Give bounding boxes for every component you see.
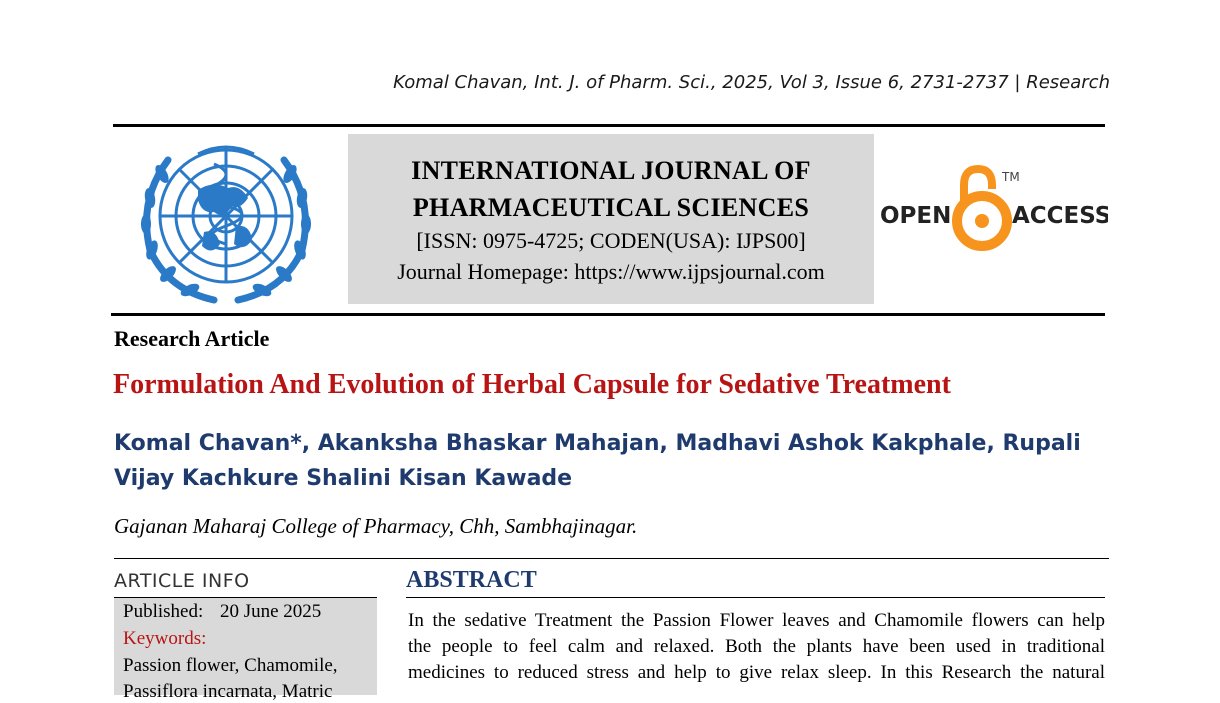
abstract-line3: medicines to reduced stress and help to give relax sleep. In this Research the natural [408, 662, 1105, 683]
abstract-rule [406, 597, 1105, 598]
open-access-word-access: ACCESS [1012, 203, 1108, 229]
section-rule [114, 558, 1109, 559]
open-access-word-open: OPEN [880, 203, 952, 229]
open-access-logo [880, 165, 1108, 251]
trademark-symbol: TM [1002, 170, 1020, 184]
journal-title-line2: PHARMACEUTICAL SCIENCES [412, 193, 810, 222]
authors-line1: Komal Chavan*, Akanksha Bhaskar Mahajan, Madhavi Ashok Kakphale, Rupali [114, 431, 1081, 456]
abstract-line2: the people to feel calm and relaxed. Both the plants have been used in traditional [408, 636, 1105, 657]
keywords-label: Keywords: [123, 628, 207, 649]
affiliation: Gajanan Maharaj College of Pharmacy, Chh, Sambhajinagar. [114, 514, 638, 538]
journal-masthead [348, 134, 874, 304]
article-info-box [114, 598, 377, 702]
emblem-icon [128, 140, 324, 306]
journal-title [348, 152, 874, 226]
authors-line2: Vijay Kachkure Shalini Kisan Kawade [114, 466, 573, 491]
abstract-text [408, 608, 1105, 686]
keywords-line2: Passiflora incarnata, Matric [123, 681, 333, 702]
author-list [114, 426, 1114, 496]
published-label: Published: [123, 601, 204, 622]
open-lock-icon [957, 169, 1007, 246]
abstract-line1: In the sedative Treatment the Passion Flower leaves and Chamomile flowers can help [408, 610, 1105, 631]
keywords-line1: Passion flower, Chamomile, [123, 655, 338, 676]
abstract-heading: ABSTRACT [406, 567, 537, 593]
published-row [123, 601, 321, 623]
issn-line: [ISSN: 0975-4725; CODEN(USA): IJPS00] [416, 228, 806, 253]
published-date: 20 June 2025 [219, 601, 322, 622]
citation-header: Komal Chavan, Int. J. of Pharm. Sci., 2025, Vol 3, Issue 6, 2731-2737 | Research [393, 72, 1110, 93]
paper-title: Formulation And Evolution of Herbal Capsule for Sedative Treatment [113, 369, 951, 400]
homepage-line: Journal Homepage: https://www.ijpsjournal.com [397, 259, 825, 284]
article-info-heading: ARTICLE INFO [114, 570, 250, 592]
article-type: Research Article [114, 326, 270, 351]
emblem-logo [128, 140, 324, 306]
masthead-rule [111, 313, 1105, 316]
top-rule [113, 124, 1105, 127]
journal-title-line1: INTERNATIONAL JOURNAL OF [411, 156, 811, 185]
